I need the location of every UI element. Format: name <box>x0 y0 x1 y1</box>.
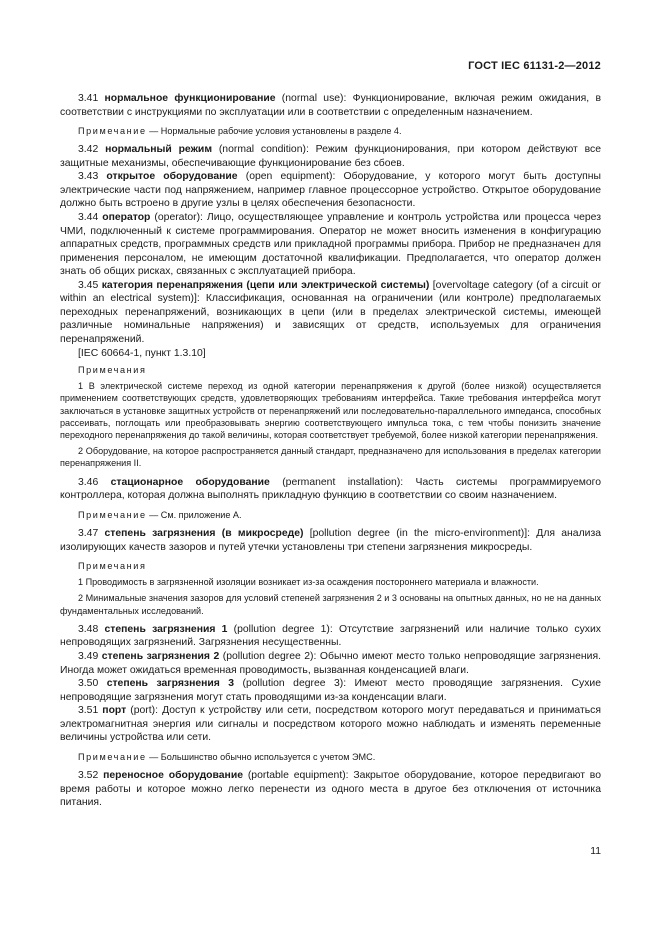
document-body <box>60 92 601 810</box>
clause-term: степень загрязнения 2 <box>101 650 220 662</box>
clause-text: (normal condition): Режим функционирования, при котором действуют все защитные механизмы, обеспечивающие функционирование без сбоев. <box>60 144 601 169</box>
note-label: Примечание <box>78 509 147 520</box>
clause-text: (permanent installation): Часть системы программируемого контроллера, которая должна выполнять прикладную функцию в соответствии со своим назначением. <box>60 476 602 502</box>
clause-term: нормальное функционирование <box>104 93 276 104</box>
clause-3-44 <box>60 211 601 279</box>
note-3-41 <box>60 125 601 137</box>
clause-text: [overvoltage category (of a circuit or within an electrical system)]: Классификация, основанная на ограничении (или контроле) предполагаемых переходных перенапряжений, возникающих в цепи (или в пределах электрической системы, имеющей различные номинальные напряжения) и зависящих от средств, используемых для ограничения перенапряжений. <box>60 279 601 345</box>
clause-number: 3.41 <box>78 93 105 104</box>
clause-3-46 <box>60 476 601 503</box>
clause-term: оператор <box>102 212 151 224</box>
note-3-46 <box>60 509 601 521</box>
clause-number: 3.49 <box>78 650 102 662</box>
note-3-45-1: 1 В электрической системе переход из одной категории перенапряжения к другой (более низкой) осуществляется применением соответствующих средств, удовлетворяющих требованиям интерфейса. Такие требования интерфейса могут заключаться в установке защитных устройств от перенапряжений или последовательно-параллельного импеданса, способных рассеивать, поглощать или преобразовывать энергию соответствующего импульса тока, с тем чтобы понизить значение переходного перенапряжения до такой величины, которая соответствует требуемой, более низкой категории перенапряжения. <box>60 381 601 441</box>
notes-3-47-heading: Примечания <box>78 561 147 572</box>
clause-term: степень загрязнения 1 <box>104 623 228 635</box>
clause-term: степень загрязнения 3 <box>106 678 235 690</box>
clause-number: 3.50 <box>78 678 107 690</box>
clause-text: (port): Доступ к устройству или сети, посредством которого могут передаваться и приниматься электромагнитная энергия или сигналы и посредством которого можно наблюдать и изменять переменные величины устройства или сети. <box>60 705 601 744</box>
clause-text: (portable equipment): Закрытое оборудование, которое передвигают во время работы и которое можно легко перенести из одного места в другое без отключения от источника питания. <box>60 770 601 809</box>
clause-number: 3.46 <box>78 476 111 488</box>
document-header: ГОСТ IEC 61131-2—2012 <box>468 60 601 72</box>
clause-3-41 <box>60 92 601 119</box>
clause-number: 3.52 <box>78 770 104 781</box>
note-text: — Нормальные рабочие условия установлены в разделе 4. <box>146 126 402 137</box>
note-3-47-1: 1 Проводимость в загрязненной изоляции возникает из-за осаждения постороннего материала и влажности. <box>78 577 539 588</box>
clause-3-42 <box>60 143 601 170</box>
clause-3-52 <box>60 769 601 810</box>
clause-number: 3.43 <box>78 171 107 183</box>
clause-term: переносное оборудование <box>103 770 244 781</box>
clause-3-45 <box>60 279 601 347</box>
clause-number: 3.45 <box>78 279 102 291</box>
notes-3-45-heading: Примечания <box>78 365 147 376</box>
clause-3-47 <box>60 527 601 554</box>
clause-term: открытое оборудование <box>106 171 238 183</box>
clause-3-51 <box>60 704 601 745</box>
clause-3-43 <box>60 170 601 211</box>
clause-text: (normal use): Функционирование, включая режим ожидания, в соответствии с инструкциями по эксплуатации или в соответствии с определенным назначением. <box>60 93 601 118</box>
clause-term: степень загрязнения (в микросреде) <box>104 527 304 539</box>
clause-term: нормальный режим <box>105 144 213 156</box>
note-text: — Большинство обычно используется с учетом ЭМС. <box>146 751 376 762</box>
page-number: 11 <box>590 846 601 857</box>
note-3-51 <box>60 751 601 763</box>
note-label: Примечание <box>78 126 147 137</box>
clause-text: (operator): Лицо, осуществляющее управление и контроль устройства или процесса через ЧМИ, подключенный к системе программирования. Оператор не может вносить изменения в конфигурацию аппаратных средств, программных средств или прикладной программы прибора. Прибор не предназначен для применения персоналом, не имеющим достаточной квалификации. Предполагается, что оператор должен знать об общих рисках, связанных с эксплуатацией прибора. <box>60 212 601 278</box>
note-3-45-2: 2 Оборудование, на которое распространяется данный стандарт, предназначено для использования в пределах категории перенапряжения II. <box>60 446 601 469</box>
clause-number: 3.48 <box>78 623 105 635</box>
clause-text: (pollution degree 3): Имеют место проводящие загрязнения. Сухие непроводящие загрязнения могут стать проводящими из-за конденсации влаги. <box>60 678 601 703</box>
clause-number: 3.44 <box>78 212 103 224</box>
note-3-47-2: 2 Минимальные значения зазоров для условий степеней загрязнения 2 и 3 основаны на опытных данных, но не на данных фундаментальных исследований. <box>60 593 601 616</box>
clause-text: (pollution degree 2): Обычно имеют место только непроводящие загрязнения. Иногда может ожидаться временная проводимость, вызванная конденсацией влаги. <box>60 650 601 676</box>
note-label: Примечание <box>78 751 147 762</box>
clause-text: (open equipment): Оборудование, у которого могут быть доступны электрические части под напряжением, например главное процессорное устройство. Открытое оборудование должно быть встроено в другие узлы в целях обеспечения безопасности. <box>60 171 601 210</box>
clause-3-50 <box>60 677 601 704</box>
clause-term: порт <box>102 705 127 717</box>
clause-3-48 <box>60 623 601 650</box>
clause-text: (pollution degree 1): Отсутствие загрязнений или наличие только сухих непроводящих загрязнений. Загрязнения несущественны. <box>60 623 601 649</box>
clause-number: 3.47 <box>78 527 105 539</box>
clause-term: стационарное оборудование <box>110 476 270 488</box>
clause-number: 3.51 <box>78 705 103 717</box>
clause-3-49 <box>60 650 601 677</box>
clause-number: 3.42 <box>78 144 106 156</box>
clause-text: [pollution degree (in the micro-environment)]: Для анализа изолирующих качеств зазоров и путей утечки установлены три степени загрязнения микросреды. <box>60 527 601 553</box>
note-text: — См. приложение А. <box>146 509 242 520</box>
clause-term: категория перенапряжения (цепи или электрической системы) <box>101 279 430 291</box>
clause-3-45-reference: [IEC 60664-1, пункт 1.3.10] <box>78 347 206 359</box>
